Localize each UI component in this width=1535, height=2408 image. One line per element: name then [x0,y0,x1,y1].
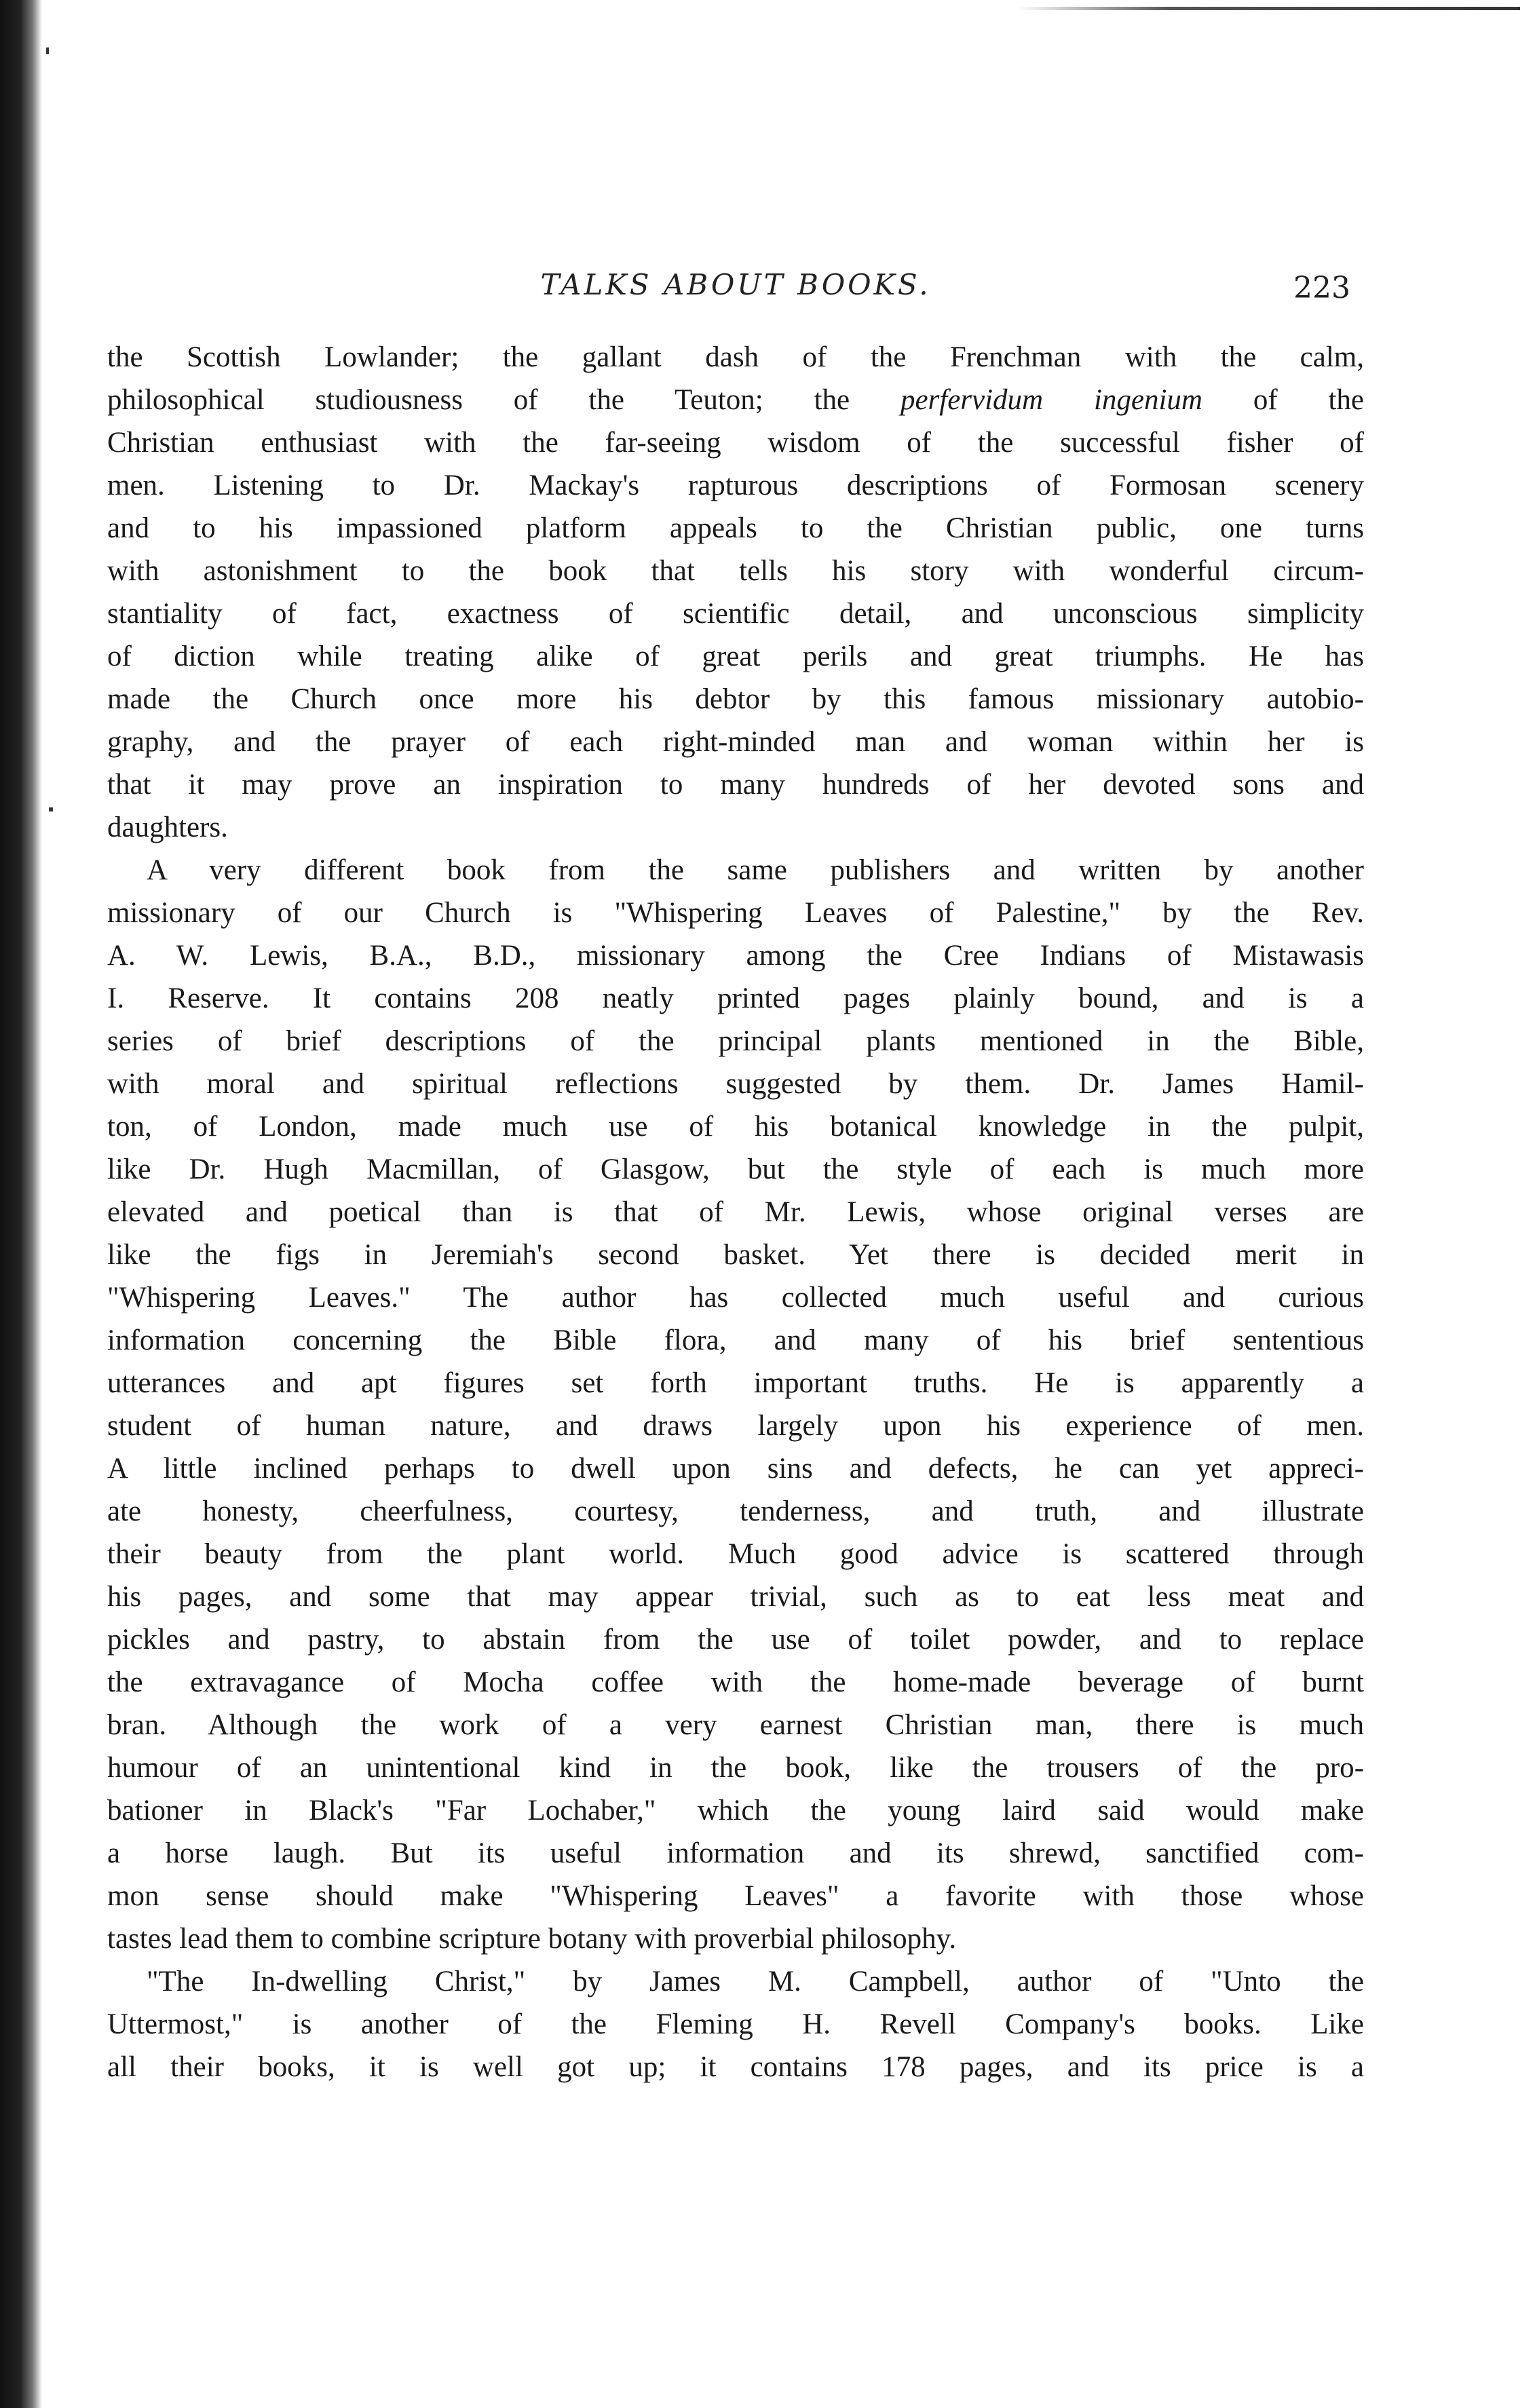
text-line: all their books, it is well got up; it contains 178 pages, and its price is a [107,2051,1364,2083]
text-line: ton, of London, made much use of his botanical knowledge in the pulpit, [107,1111,1364,1143]
text-line-italic: philosophical studiousness of the Teuton; the perfervidum ingenium of the [107,384,1364,416]
text-line: series of brief descriptions of the principal plants mentioned in the Bible, [107,1025,1364,1057]
book-binding-shadow [0,0,42,2408]
text-line: "The In-dwelling Christ," by James M. Campbell, author of "Unto the [147,1966,1364,1998]
book-page [107,268,1364,2088]
binding-speck [46,47,49,54]
text-line: humour of an unintentional kind in the book, like the trousers of the pro- [107,1752,1364,1784]
text-line: I. Reserve. It contains 208 neatly printed pages plainly bound, and is a [107,982,1364,1014]
text-line: utterances and apt figures set forth important truths. He is apparently a [107,1367,1364,1399]
text-line: Uttermost," is another of the Fleming H. Revell Company's books. Like [107,2008,1364,2040]
text-line: ate honesty, cheerfulness, courtesy, tenderness, and truth, and illustrate [107,1495,1364,1527]
running-title: TALKS ABOUT BOOKS. [540,268,931,301]
text-line: his pages, and some that may appear trivial, such as to eat less meat and [107,1581,1364,1613]
text-line: A little inclined perhaps to dwell upon sins and defects, he can yet appreci- [107,1453,1364,1485]
running-head [107,268,1364,322]
text-line: of diction while treating alike of great perils and great triumphs. He has [107,641,1364,672]
text-line: the extravagance of Mocha coffee with the home-made beverage of burnt [107,1666,1364,1698]
text-line: stantiality of fact, exactness of scientific detail, and unconscious simplicity [107,598,1364,630]
text-line: like Dr. Hugh Macmillan, of Glasgow, but the style of each is much more [107,1153,1364,1185]
text-line: graphy, and the prayer of each right-minded man and woman within her is [107,726,1364,758]
text-line: daughters. [107,811,228,843]
text-line: with moral and spiritual reflections suggested by them. Dr. James Hamil- [107,1068,1364,1100]
text-line: A very different book from the same publishers and written by another [147,854,1364,886]
text-line: missionary of our Church is "Whispering Leaves of Palestine," by the Rev. [107,897,1364,929]
text-line: a horse laugh. But its useful information and its shrewd, sanctified com- [107,1837,1364,1869]
text-line: their beauty from the plant world. Much good advice is scattered through [107,1538,1364,1570]
body-text [107,336,1364,2088]
text-line: like the figs in Jeremiah's second basket. Yet there is decided merit in [107,1239,1364,1271]
text-line: elevated and poetical than is that of Mr. Lewis, whose original verses are [107,1196,1364,1228]
text-line: A. W. Lewis, B.A., B.D., missionary among the Cree Indians of Mistawasis [107,940,1364,972]
text-line: made the Church once more his debtor by this famous missionary autobio- [107,683,1364,715]
text-line: that it may prove an inspiration to many hundreds of her devoted sons and [107,769,1364,801]
binding-speck [49,807,53,811]
text-line: bationer in Black's "Far Lochaber," which the young laird said would make [107,1795,1364,1827]
text-line: "Whispering Leaves." The author has collected much useful and curious [107,1282,1364,1314]
text-line: student of human nature, and draws largely upon his experience of men. [107,1410,1364,1442]
text-line: Christian enthusiast with the far-seeing wisdom of the successful fisher of [107,427,1364,459]
text-line: mon sense should make "Whispering Leaves" a favorite with those whose [107,1880,1364,1912]
text-line: the Scottish Lowlander; the gallant dash of the Frenchman with the calm, [107,341,1364,373]
text-line: men. Listening to Dr. Mackay's rapturous descriptions of Formosan scenery [107,470,1364,501]
text-line: information concerning the Bible flora, and many of his brief sententious [107,1324,1364,1356]
text-line: pickles and pastry, to abstain from the use of toilet powder, and to replace [107,1624,1364,1656]
top-scan-rule [1018,7,1520,10]
text-line: and to his impassioned platform appeals to the Christian public, one turns [107,512,1364,544]
text-line: bran. Although the work of a very earnest Christian man, there is much [107,1709,1364,1741]
page-number: 223 [1293,271,1350,305]
text-line: tastes lead them to combine scripture botany with proverbial philosophy. [107,1923,957,1955]
text-line: with astonishment to the book that tells his story with wonderful circum- [107,555,1364,587]
latin-phrase: perfervidum ingenium [900,384,1202,416]
